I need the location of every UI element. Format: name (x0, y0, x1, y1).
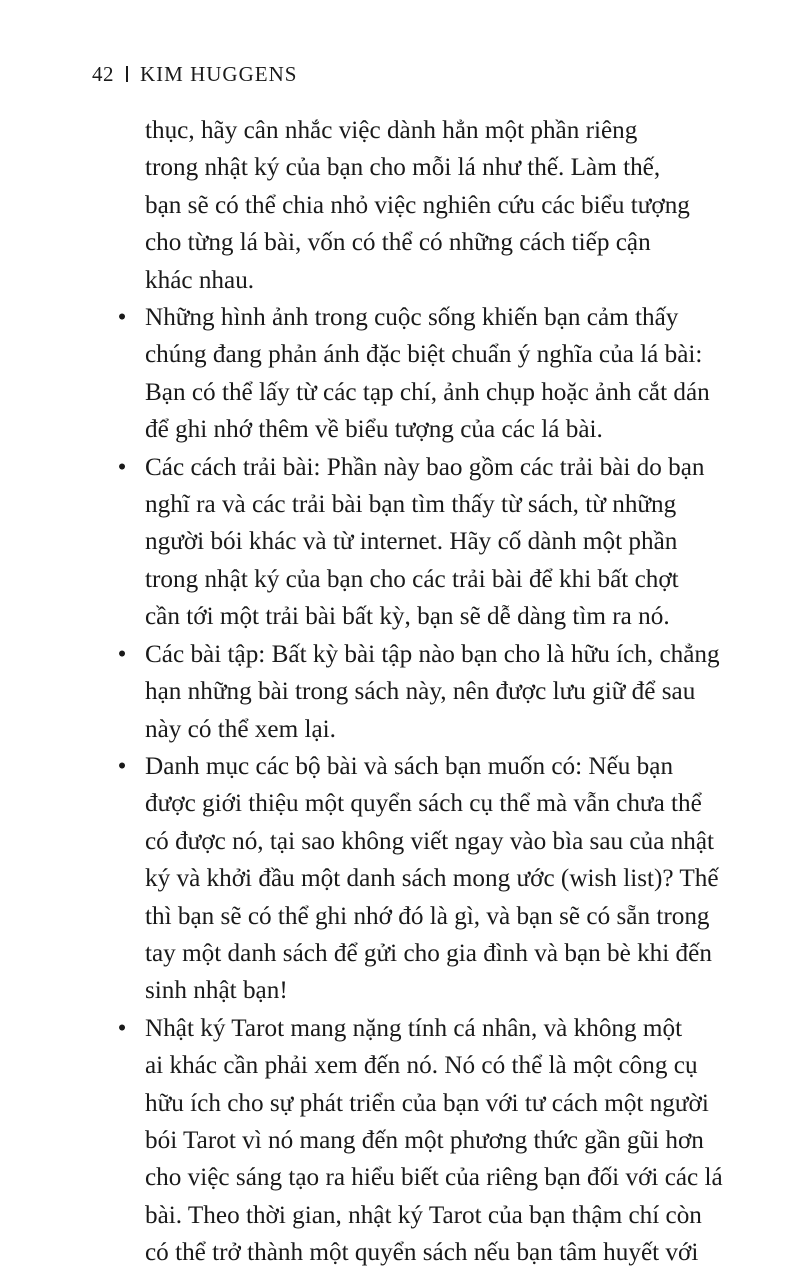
author-name: KIM HUGGENS (140, 62, 298, 86)
text-line: được giới thiệu một quyển sách cụ thể mà vẫn chưa thể (145, 790, 702, 818)
bullet-dot: • (117, 752, 127, 780)
bullet-item-images (117, 299, 713, 449)
text-line: cho từng lá bài, vốn có thể có những cách tiếp cận (145, 229, 651, 257)
text-line: sinh nhật bạn! (145, 977, 288, 1005)
bullet-dot: • (117, 1014, 127, 1042)
text-line: Bạn có thể lấy từ các tạp chí, ảnh chụp hoặc ảnh cắt dán (145, 378, 710, 406)
text-line: người bói khác và từ internet. Hãy cố dành một phần (145, 528, 678, 556)
text-line: Danh mục các bộ bài và sách bạn muốn có: Nếu bạn (145, 752, 674, 780)
text-line: Các cách trải bài: Phần này bao gồm các trải bài do bạn (145, 453, 705, 481)
bullet-item-personal-journal (117, 1010, 723, 1272)
intro-paragraph (145, 112, 713, 299)
text-line: chúng đang phản ánh đặc biệt chuẩn ý nghĩa của lá bài: (145, 341, 703, 369)
bullet-dot: • (117, 640, 127, 668)
text-line: Nhật ký Tarot mang nặng tính cá nhân, và không một (145, 1014, 683, 1042)
text-line: hạn những bài trong sách này, nên được lưu giữ để sau (145, 678, 696, 706)
text-line: này có thể xem lại. (145, 715, 336, 743)
text-line: ký và khởi đầu một danh sách mong ước (wish list)? Thế (145, 865, 719, 893)
text-line: Các bài tập: Bất kỳ bài tập nào bạn cho là hữu ích, chẳng (145, 640, 720, 668)
text-line: để ghi nhớ thêm về biểu tượng của các lá bài. (145, 416, 603, 444)
text-line: ai khác cần phải xem đến nó. Nó có thể là một công cụ (145, 1052, 698, 1080)
text-line: thục, hãy cân nhắc việc dành hẳn một phần riêng (145, 117, 638, 144)
page-body (117, 112, 723, 1272)
text-line: hữu ích cho sự phát triển của bạn với tư cách một người (145, 1089, 709, 1117)
text-line: bài. Theo thời gian, nhật ký Tarot của bạn thậm chí còn (145, 1201, 702, 1229)
running-header (92, 62, 297, 87)
bullet-item-wishlist (117, 748, 719, 1010)
text-line: thì bạn sẽ có thể ghi nhớ đó là gì, và bạn sẽ có sẵn trong (145, 902, 710, 930)
text-line: cần tới một trải bài bất kỳ, bạn sẽ dễ dàng tìm ra nó. (145, 603, 670, 631)
header-separator (126, 66, 128, 82)
text-line: bói Tarot vì nó mang đến một phương thức gần gũi hơn (145, 1126, 704, 1154)
text-line: trong nhật ký của bạn cho mỗi lá như thế. Làm thế, (145, 154, 661, 182)
text-line: tay một danh sách để gửi cho gia đình và bạn bè khi đến (145, 939, 712, 967)
text-line: cho việc sáng tạo ra hiểu biết của riêng bạn đối với các lá (145, 1164, 723, 1192)
text-line: bạn sẽ có thể chia nhỏ việc nghiên cứu các biểu tượng (145, 191, 690, 219)
bullet-dot: • (117, 453, 127, 481)
text-line: nghĩ ra và các trải bài bạn tìm thấy từ sách, từ những (145, 491, 677, 519)
text-line: Những hình ảnh trong cuộc sống khiến bạn cảm thấy (145, 304, 679, 332)
bullet-item-exercises (117, 636, 720, 748)
text-line: khác nhau. (145, 266, 255, 294)
text-line: có được nó, tại sao không viết ngay vào bìa sau của nhật (145, 827, 715, 855)
bullet-item-spreads (117, 449, 713, 636)
text-line: trong nhật ký của bạn cho các trải bài để khi bất chợt (145, 565, 679, 593)
page-number: 42 (92, 62, 114, 86)
text-line: có thể trở thành một quyển sách nếu bạn tâm huyết với (145, 1239, 699, 1267)
bullet-dot: • (117, 304, 127, 332)
